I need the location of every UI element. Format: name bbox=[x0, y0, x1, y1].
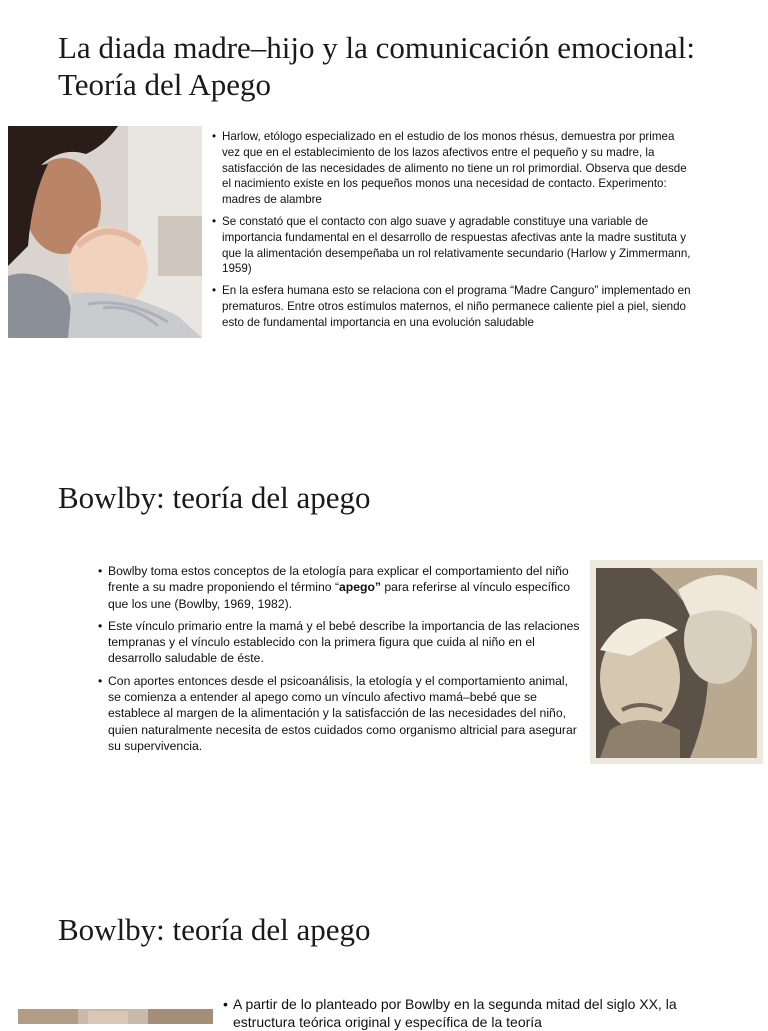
slide-1-bullet-2: • Se constató que el contacto con algo suave y agradable constituye una variable de importancia fundamental en el desarrollo de respuestas afectivas ante la madre sustituta y que la alimentación desempeñaba un rol relativamente secundario (Harlow y Zimmermann, 1959) bbox=[212, 214, 692, 277]
mother-baby-photo-icon bbox=[8, 126, 202, 338]
slide-2-bullet-1 bbox=[98, 563, 584, 612]
slide-1-bullet-1: • Harlow, etólogo especializado en el estudio de los monos rhésus, demuestra por primea vez que en el establecimiento de los lazos afectivos entre el pequeño y su madre, la satisfacción de las necesidades de alimento no tiene un rol primordial. Observa que desde el nacimiento existe en los pequeños monos una necesidad de contacto. Experimento: madres de alambre bbox=[212, 129, 692, 208]
slide-1-title: La diada madre–hijo y la comunicación emocional: Teoría del Apego bbox=[58, 30, 695, 102]
slide-3-bullet-1: • A partir de lo planteado por Bowlby en la segunda mitad del siglo XX, la estructura teórica original y específica de la teoría bbox=[223, 995, 703, 1031]
slide-2-bullet-2: • Este vínculo primario entre la mamá y el bebé describe la importancia de las relaciones tempranas y el vínculo establecido con la primera figura que cuida al niño en el desarrollo saludable de éste. bbox=[98, 618, 584, 667]
slide-2-bullet-3: • Con aportes entonces desde el psicoanálisis, la etología y el comportamiento animal, se comienza a entender al apego como un vínculo afectivo mamá–bebé que se establece al margen de la alimentación y la satisfacción de las necesidades del niño, quien naturalmente necesita de estos cuidados como organismo altricial para asegurar su supervivencia. bbox=[98, 673, 584, 754]
slide-2-bullet-1-bold-term: apego” bbox=[339, 580, 381, 595]
slide-2-bullet-list bbox=[98, 563, 584, 760]
slide-1-bullet-3: • En la esfera humana esto se relaciona con el programa “Madre Canguro” implementado en prematuros. Entre otros estímulos maternos, el niño permanece caliente piel a piel, siendo esto de fundamental importancia en una evolución saludable bbox=[212, 283, 692, 330]
slide-3-bullet-list bbox=[223, 995, 703, 1031]
family-photo-icon bbox=[18, 1009, 213, 1024]
slide-2-title: Bowlby: teoría del apego bbox=[58, 480, 371, 515]
slide-1-bullet-list bbox=[212, 129, 692, 337]
slide-2-bullet-1-text-a: Bowlby toma estos conceptos de la etología para explicar el comportamiento del niño frente a su madre proponiendo el término “ bbox=[108, 564, 569, 595]
slide-3-title: Bowlby: teoría del apego bbox=[58, 912, 371, 947]
slide-2-bullet-1-text-b: para referirse al vínculo específico que los une (Bowlby, 1969, 1982). bbox=[108, 580, 570, 611]
mother-child-sepia-photo-icon bbox=[590, 560, 763, 764]
